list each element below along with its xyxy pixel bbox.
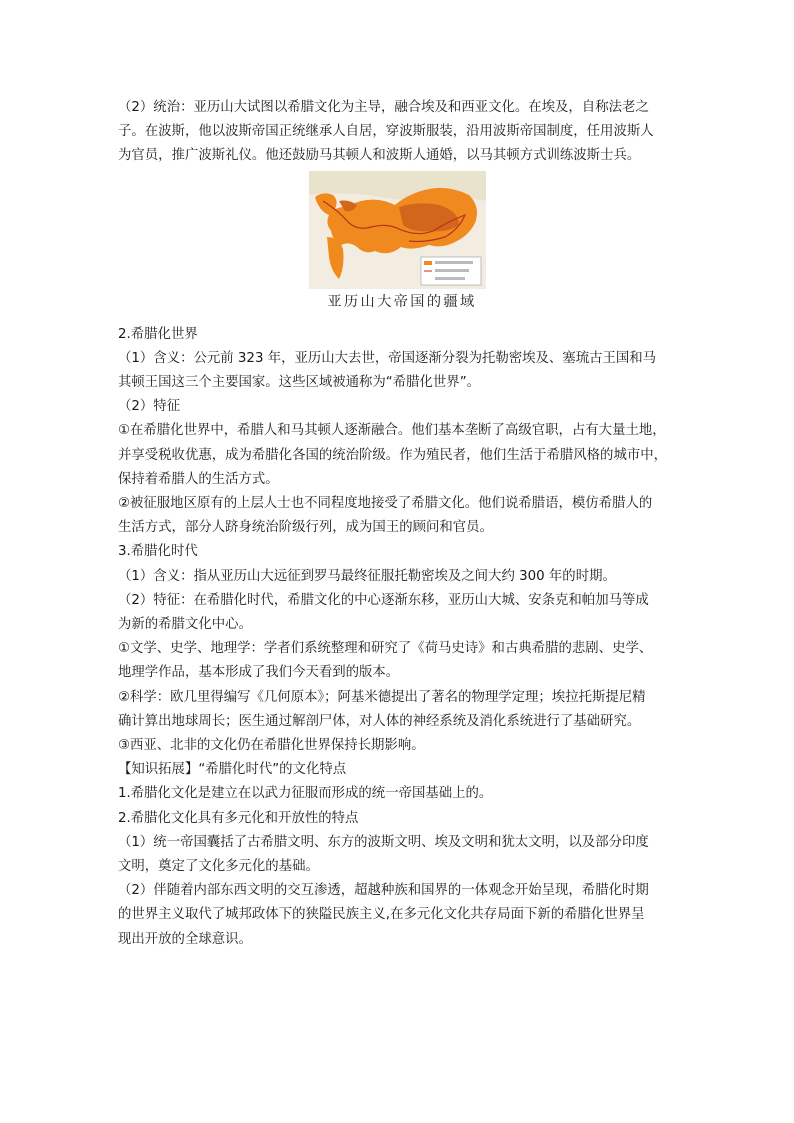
text-line: （1）含义：公元前 323 年，亚历山大去世，帝国逐渐分裂为托勒密埃及、塞琉古王国和马 xyxy=(118,350,657,366)
legend-text-2 xyxy=(435,269,469,272)
text-line: 确计算出地球周长；医生通过解剖尸体，对人体的神经系统及消化系统进行了基础研究。 xyxy=(118,713,641,729)
extension-heading: 【知识拓展】“希腊化时代”的文化特点 xyxy=(118,762,347,778)
empire-map-image xyxy=(309,171,486,289)
text-line: ②被征服地区原有的上层人士也不同程度地接受了希腊文化。他们说希腊语，模仿希腊人的 xyxy=(118,496,653,512)
text-line: （2）统治：亚历山大试图以希腊文化为主导，融合埃及和西亚文化。在埃及，自称法老之 xyxy=(118,100,649,115)
text-line: （2）特征：在希腊化时代，希腊文化的中心逐渐东移，亚历山大城、安条克和帕加马等成 xyxy=(118,592,649,608)
text-line: ①在希腊化世界中，希腊人和马其顿人逐渐融合。他们基本垄断了高级官职，占有大量土地， xyxy=(118,423,666,439)
figure-caption: 亚历山大帝国的疆域 xyxy=(327,293,477,310)
rule-paragraph xyxy=(118,96,686,169)
text-line: 地理学作品，基本形成了我们今天看到的版本。 xyxy=(118,665,400,681)
legend-text-3 xyxy=(435,277,465,280)
text-line: 为官员，推广波斯礼仪。他还鼓励马其顿人和波斯人通婚，以马其顿方式训练波斯士兵。 xyxy=(118,148,641,164)
text-line: （1）统一帝国囊括了古希腊文明、东方的波斯文明、埃及文明和犹太文明，以及部分印度 xyxy=(118,834,649,850)
text-line: 其顿王国这三个主要国家。这些区域被通称为“希腊化世界”。 xyxy=(118,375,481,391)
document-body xyxy=(118,96,686,952)
text-line: （1）含义：指从亚历山大远征到罗马最终征服托勒密埃及之间大约 300 年的时期。 xyxy=(118,568,616,584)
subheading: （2）特征 xyxy=(118,399,181,415)
legend-text-1 xyxy=(435,261,473,264)
text-line: 文明，奠定了文化多元化的基础。 xyxy=(118,859,319,875)
text-line: 子。在波斯，他以波斯帝国正统继承人自居，穿波斯服装，沿用波斯帝国制度，任用波斯人 xyxy=(118,124,654,140)
text-line: 并享受税收优惠，成为希腊化各国的统治阶级。作为殖民者，他们生活于希腊风格的城市中， xyxy=(118,447,668,463)
text-line: 现出开放的全球意识。 xyxy=(118,931,252,947)
text-line: ③西亚、北非的文化仍在希腊化世界保持长期影响。 xyxy=(118,738,425,754)
legend-swatch xyxy=(424,261,432,265)
text-line: （2）伴随着内部东西文明的交互渗透，超越种族和国界的一体观念开始呈现，希腊化时期 xyxy=(118,883,649,899)
text-line: ①文学、史学、地理学：学者们系统整理和研究了《荷马史诗》和古典希腊的悲剧、史学、 xyxy=(118,641,653,657)
section-heading: 3.希腊化时代 xyxy=(118,544,198,560)
section-heading: 2.希腊化世界 xyxy=(118,326,198,342)
text-line: 为新的希腊文化中心。 xyxy=(118,617,252,633)
text-line: 生活方式，部分人跻身统治阶级行列，成为国王的顾问和官员。 xyxy=(118,520,493,536)
text-line: 1.希腊化文化是建立在以武力征服而形成的统一帝国基础上的。 xyxy=(118,786,493,802)
text-line: 的世界主义取代了城邦政体下的狭隘民族主义,在多元化文化共存局面下新的希腊化世界呈 xyxy=(118,907,645,923)
text-line: ②科学：欧几里得编写《几何原本》；阿基米德提出了著名的物理学定理；埃拉托斯提尼精 xyxy=(118,689,646,705)
empire-map-figure xyxy=(118,171,686,323)
text-line: 2.希腊化文化具有多元化和开放性的特点 xyxy=(118,810,359,826)
text-line: 保持着希腊人的生活方式。 xyxy=(118,471,279,487)
